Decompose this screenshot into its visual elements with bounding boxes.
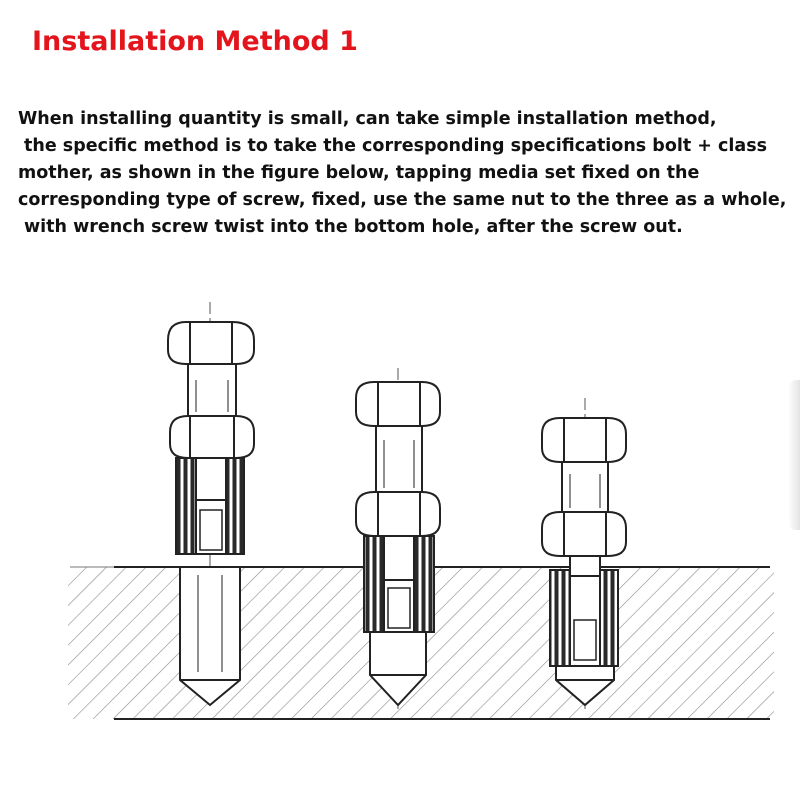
bolt-shank xyxy=(562,462,608,512)
bolt-head xyxy=(542,418,626,462)
installation-diagram xyxy=(0,280,800,740)
instruction-line: corresponding type of screw, fixed, use the same nut to the three as a whole, xyxy=(18,190,787,210)
instruction-line: When installing quantity is small, can take simple installation method, xyxy=(18,109,717,129)
thread-insert xyxy=(550,556,618,666)
lock-nut xyxy=(170,416,254,458)
thread-insert xyxy=(364,536,434,632)
bolt-shank xyxy=(376,426,422,492)
page-title: Installation Method 1 xyxy=(32,26,358,57)
instruction-paragraph xyxy=(18,106,800,241)
bolt-head xyxy=(168,322,254,364)
bolt-head xyxy=(356,382,440,426)
lock-nut xyxy=(542,512,626,556)
stage-inserted-partial xyxy=(542,398,626,712)
instruction-line: with wrench screw twist into the bottom hole, after the screw out. xyxy=(24,217,683,237)
bottom-hole xyxy=(180,567,240,705)
lock-nut xyxy=(356,492,440,536)
instruction-line: mother, as shown in the figure below, tapping media set fixed on the xyxy=(18,163,700,183)
thread-insert xyxy=(176,458,244,554)
bolt-shank xyxy=(188,364,236,416)
instruction-line: the specific method is to take the corresponding specifications bolt + class xyxy=(24,136,768,156)
